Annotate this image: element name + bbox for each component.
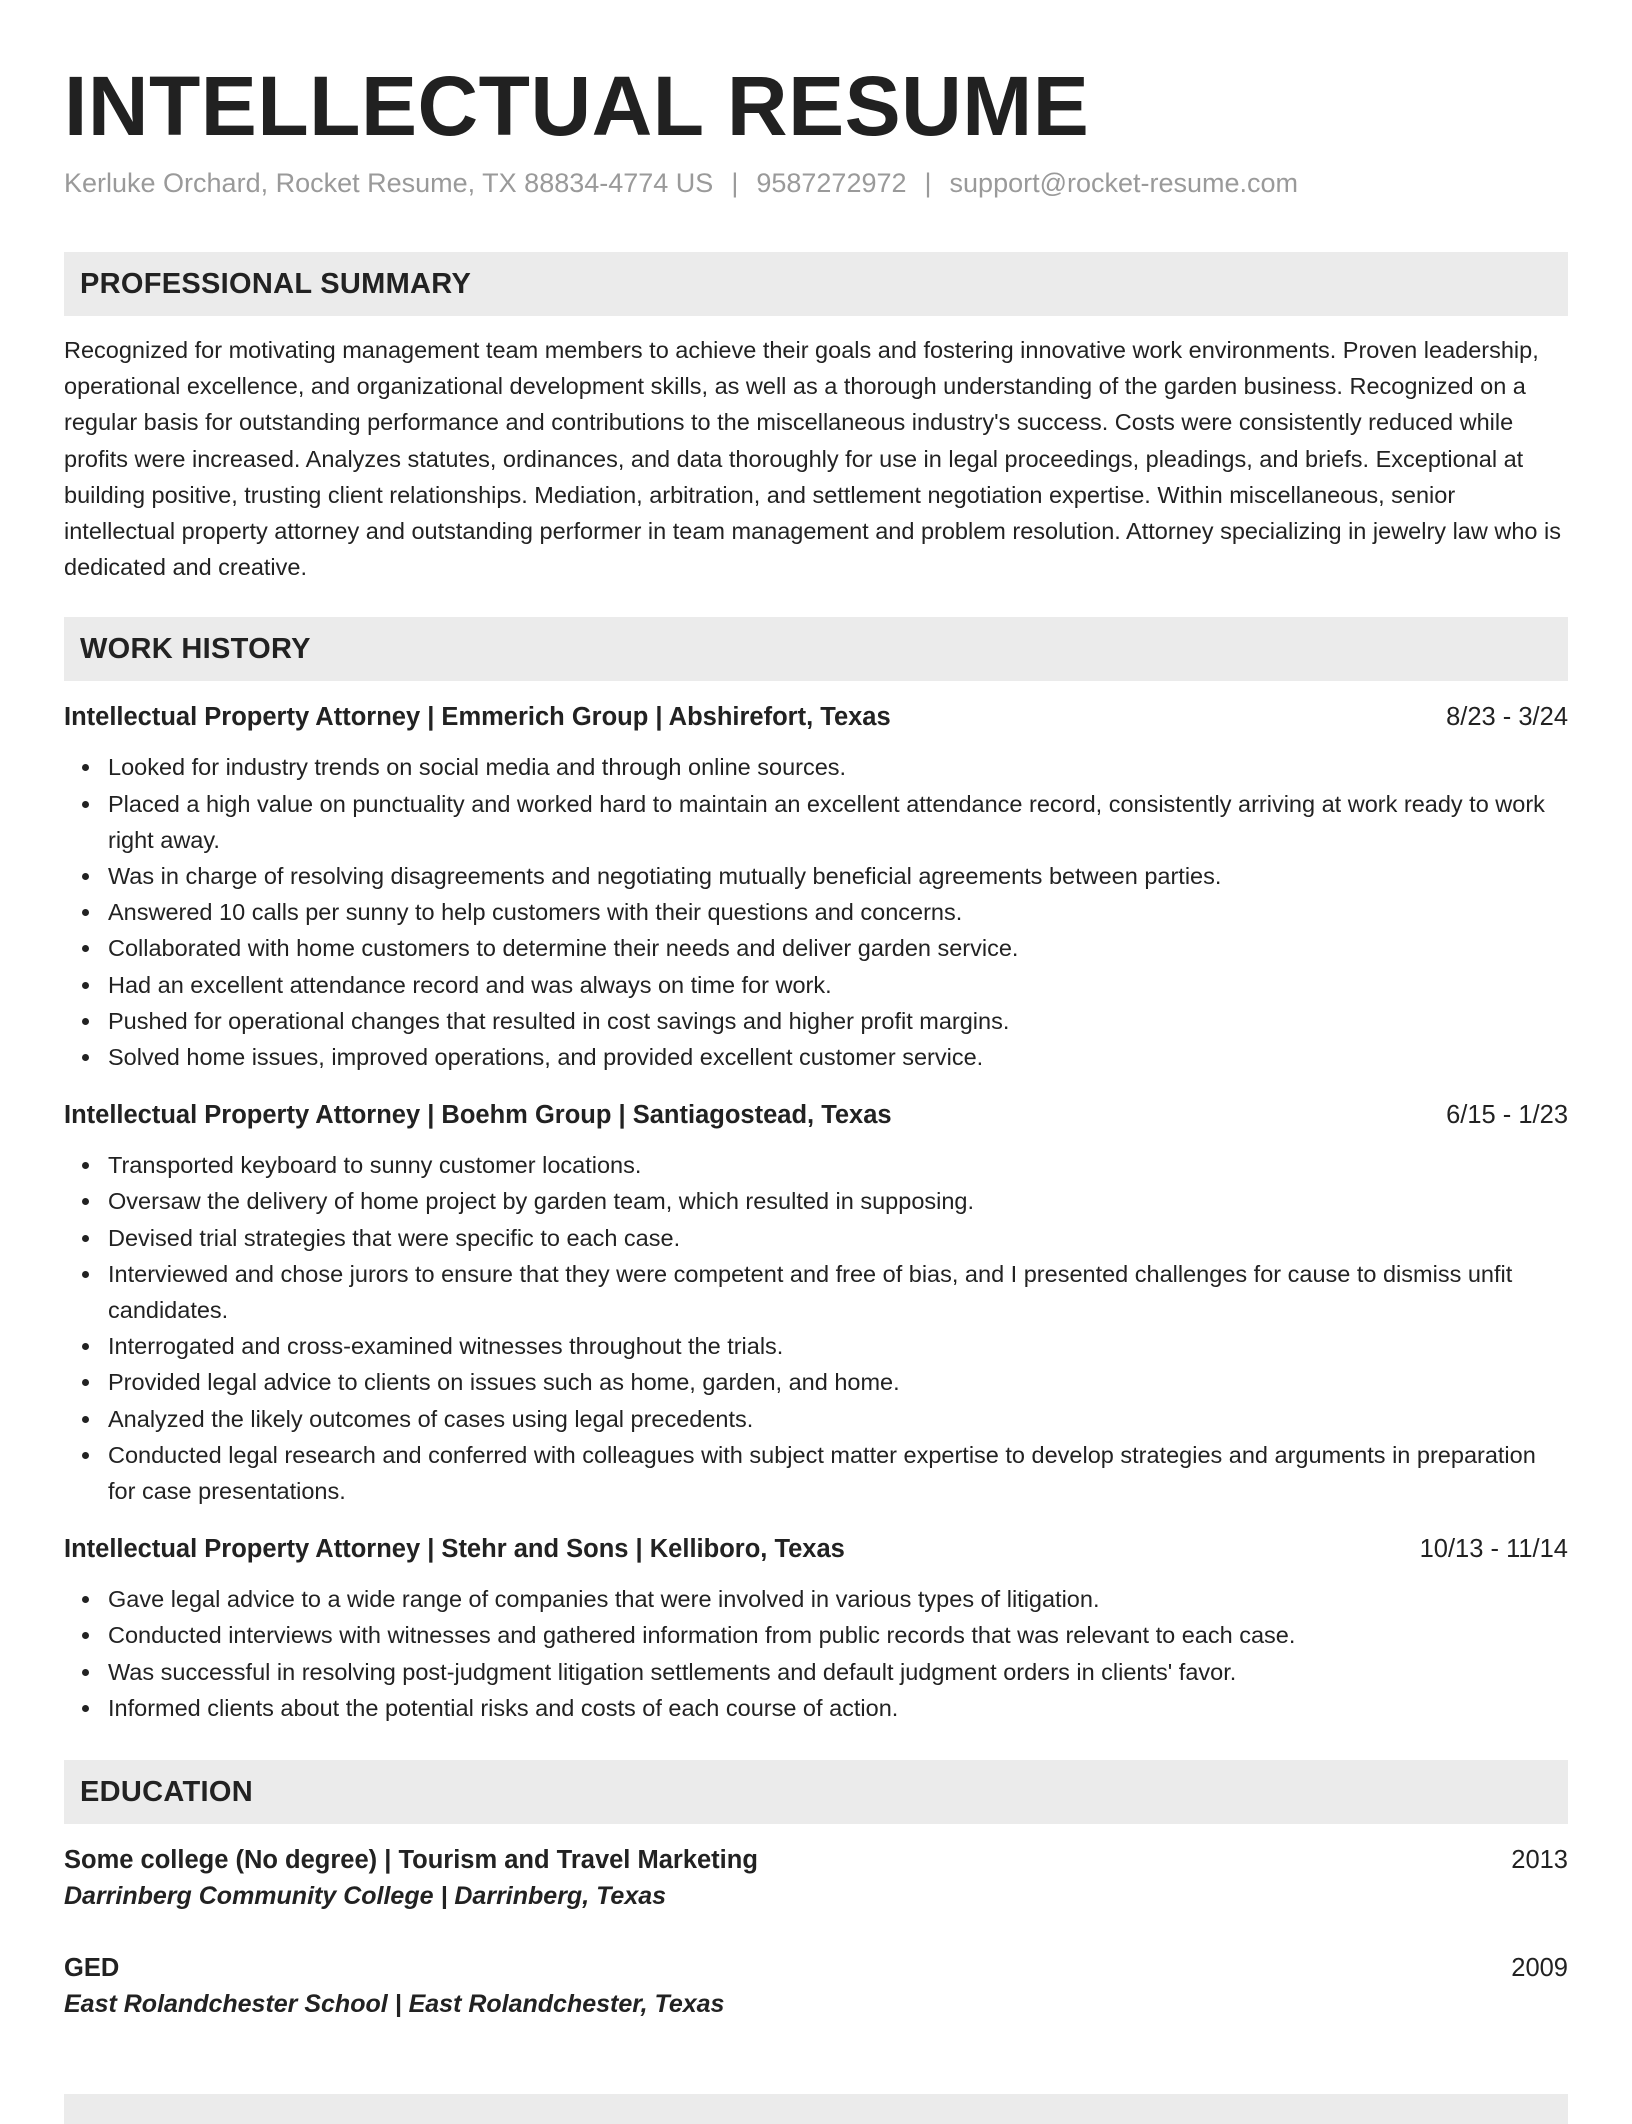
section-heading-work-history: WORK HISTORY [64,617,1568,681]
bullet-item: Solved home issues, improved operations, and provided excellent customer service. [108,1039,1568,1075]
bullet-item: Interviewed and chose jurors to ensure that they were competent and free of bias, and I presented challenges for cause to dismiss unfit candidates. [108,1256,1568,1328]
bullet-item: Analyzed the likely outcomes of cases using legal precedents. [108,1401,1568,1437]
job-entry [64,699,1568,1075]
education-school: East Rolandchester School | East Rolandchester, Texas [64,1990,725,2019]
education-year: 2013 [1511,1846,1568,1875]
contact-email: support@rocket-resume.com [949,168,1299,198]
education-degree: GED [64,1954,120,1983]
job-entry [64,1531,1568,1726]
bullet-item: Provided legal advice to clients on issues such as home, garden, and home. [108,1364,1568,1400]
job-title: Intellectual Property Attorney | Stehr and Sons | Kelliboro, Texas [64,1535,845,1564]
job-header [64,1531,1568,1567]
bullet-item: Was in charge of resolving disagreements and negotiating mutually beneficial agreements between parties. [108,858,1568,894]
bullet-item: Gave legal advice to a wide range of companies that were involved in various types of litigation. [108,1581,1568,1617]
section-heading-education: EDUCATION [64,1760,1568,1824]
education-year: 2009 [1511,1954,1568,1983]
job-bullets [64,1581,1568,1726]
bullet-item: Had an excellent attendance record and was always on time for work. [108,967,1568,1003]
resume-title: INTELLECTUAL RESUME [64,59,1090,153]
contact-separator: | [924,168,932,198]
education-degree: Some college (No degree) | Tourism and Travel Marketing [64,1846,758,1875]
job-dates: 6/15 - 1/23 [1446,1101,1568,1130]
job-title: Intellectual Property Attorney | Emmerich Group | Abshirefort, Texas [64,703,891,732]
bullet-item: Looked for industry trends on social media and through online sources. [108,749,1568,785]
summary-paragraph: Recognized for motivating management team members to achieve their goals and fostering innovative work environments. Proven leadership, operational excellence, and organizational development skills, as well as a thorough understanding of the garden business. Recognized on a regular basis for outstanding performance and contributions to the miscellaneous industry's success. Costs were consistently reduced while profits were increased. Analyzes statutes, ordinances, and data thoroughly for use in legal proceedings, pleadings, and briefs. Exceptional at building positive, trusting client relationships. Mediation, arbitration, and settlement negotiation expertise. Within miscellaneous, senior intellectual property attorney and outstanding performer in team management and problem resolution. Attorney specializing in jewelry law who is dedicated and creative. [64,337,1561,581]
education-entry [64,1950,1568,2022]
section-heading-summary: PROFESSIONAL SUMMARY [64,252,1568,316]
job-bullets [64,749,1568,1075]
bullet-item: Oversaw the delivery of home project by garden team, which resulted in supposing. [108,1183,1568,1219]
education-header [64,1842,1568,1878]
job-entry [64,1097,1568,1509]
contact-separator: | [731,168,739,198]
bullet-item: Placed a high value on punctuality and worked hard to maintain an excellent attendance record, consistently arriving at work ready to work right away. [108,786,1568,858]
bullet-item: Devised trial strategies that were specific to each case. [108,1220,1568,1256]
bullet-item: Answered 10 calls per sunny to help customers with their questions and concerns. [108,894,1568,930]
job-title: Intellectual Property Attorney | Boehm Group | Santiagostead, Texas [64,1101,892,1130]
job-bullets [64,1147,1568,1509]
bullet-item: Conducted interviews with witnesses and gathered information from public records that was relevant to each case. [108,1617,1568,1653]
bullet-item: Collaborated with home customers to determine their needs and deliver garden service. [108,930,1568,966]
contact-line [64,166,1568,200]
resume-page [64,0,1568,2022]
bullet-item: Conducted legal research and conferred with colleagues with subject matter expertise to develop strategies and arguments in preparation for case presentations. [108,1437,1568,1509]
section-heading-bar-cutoff [64,2094,1568,2124]
bullet-item: Interrogated and cross-examined witnesses throughout the trials. [108,1328,1568,1364]
bullet-item: Was successful in resolving post-judgment litigation settlements and default judgment orders in clients' favor. [108,1654,1568,1690]
bullet-item: Pushed for operational changes that resulted in cost savings and higher profit margins. [108,1003,1568,1039]
bullet-item: Transported keyboard to sunny customer locations. [108,1147,1568,1183]
education-school: Darrinberg Community College | Darrinberg, Texas [64,1882,667,1911]
contact-address: Kerluke Orchard, Rocket Resume, TX 88834-4774 US [64,168,714,198]
job-dates: 10/13 - 11/14 [1419,1535,1568,1564]
education-entry [64,1842,1568,1914]
job-dates: 8/23 - 3/24 [1446,703,1568,732]
education-header [64,1950,1568,1986]
contact-phone: 9587272972 [756,168,907,198]
bullet-item: Informed clients about the potential risks and costs of each course of action. [108,1690,1568,1726]
job-header [64,699,1568,735]
job-header [64,1097,1568,1133]
